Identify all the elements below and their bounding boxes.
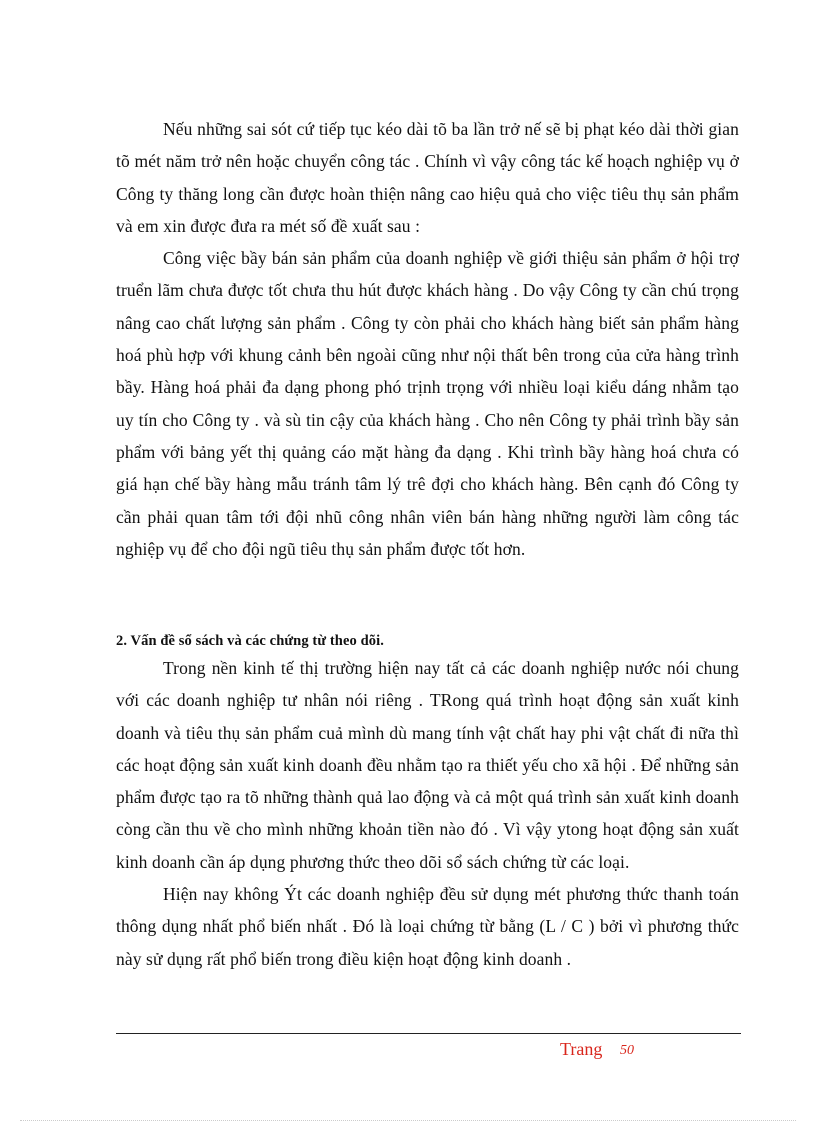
section-heading: 2. Vấn đề sổ sách và các chứng từ theo dõi.	[116, 633, 384, 649]
footer-divider	[116, 1033, 741, 1034]
footer-page-label: Trang	[560, 1039, 603, 1059]
text-block-bottom	[116, 630, 739, 975]
paragraph: Hiện nay không Ýt các doanh nghiệp đều sử dụng mét phương thức thanh toán thông dụng nhất phổ biến nhất . Đó là loại chứng từ bằng (L / C ) bởi vì phương thức này sử dụng rất phổ biến trong điều kiện hoạt động kinh doanh .	[116, 884, 739, 969]
text-block-top	[116, 113, 739, 565]
footer-page-number: 50	[620, 1043, 634, 1058]
page-bottom-border	[20, 1120, 796, 1121]
paragraph: Nếu những sai sót cứ tiếp tục kéo dài tõ ba lần trở nế sẽ bị phạt kéo dài thời gian tõ mét năm trở nên hoặc chuyển công tác . Chính vì vậy công tác kế hoạch nghiệp vụ ở Công ty thăng long cần được hoàn thiện nâng cao hiệu quả cho việc tiêu thụ sản phẩm và em xin được đưa ra mét số đề xuất sau :	[116, 119, 739, 236]
paragraph: Công việc bầy bán sản phẩm của doanh nghiệp về giới thiệu sản phẩm ở hội trợ truển lãm chưa được tốt chưa thu hút được khách hàng . Do vậy Công ty cần chú trọng nâng cao chất lượng sản phẩm . Công ty còn phải cho khách hàng biết sản phẩm hàng hoá phù hợp với khung cảnh bên ngoài cũng như nội thất bên trong của cửa hàng trình bầy. Hàng hoá phải đa dạng phong phó trịnh trọng với nhiều loại kiểu dáng nhằm tạo uy tín cho Công ty . và sù tin cậy của khách hàng . Cho nên Công ty phải trình bầy sản phẩm với bảng yết thị quảng cáo mặt hàng đa dạng . Khi trình bầy hàng hoá chưa có giá hạn chế bầy hàng mẫu tránh tâm lý trê đợi cho khách hàng. Bên cạnh đó Công ty cần phải quan tâm tới đội nhũ công nhân viên bán hàng những người làm công tác nghiệp vụ để cho đội ngũ tiêu thụ sản phẩm được tốt hơn.	[116, 248, 739, 559]
paragraph: Trong nền kinh tế thị trường hiện nay tất cả các doanh nghiệp nước nói chung với các doanh nghiệp tư nhân nói riêng . TRong quá trình hoạt động sản xuất kinh doanh và tiêu thụ sản phẩm cuả mình dù mang tính vật chất hay phi vật chất đi nữa thì các hoạt động sản xuất kinh doanh đều nhằm tạo ra thiết yếu cho xã hội . Để những sản phẩm được tạo ra tõ những thành quả lao động và cả một quá trình sản xuất kinh doanh còng cần thu về cho mình những khoản tiền nào đó . Vì vậy ytong hoạt động sản xuất kinh doanh cần áp dụng phương thức theo dõi sổ sách chứng từ các loại.	[116, 658, 739, 872]
